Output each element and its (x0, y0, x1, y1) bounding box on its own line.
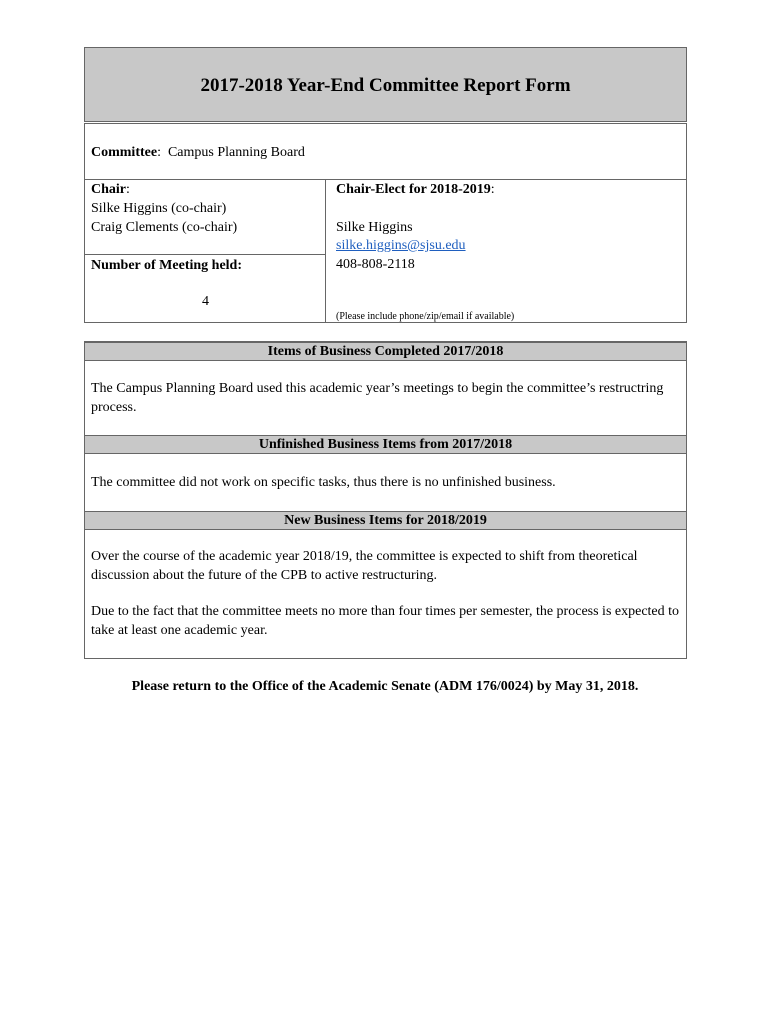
section-text-completed: The Campus Planning Board used this academic year’s meetings to begin the committee’s restructring process. (91, 381, 664, 415)
meetings-label: Number of Meeting held: (91, 258, 242, 273)
chair-elect-heading (336, 181, 495, 199)
form-header (84, 47, 687, 122)
section-text-unfinished: The committee did not work on specific tasks, thus there is no unfinished business. (91, 475, 556, 490)
form-title: 2017-2018 Year-End Committee Report Form (200, 75, 571, 96)
meetings-value: 4 (202, 294, 209, 309)
chair-colon: : (126, 182, 130, 197)
row-divider (85, 179, 686, 180)
chair-elect-name: Silke Higgins (336, 220, 413, 235)
chair-name-1: Silke Higgins (co-chair) (91, 201, 227, 216)
chair-name-2: Craig Clements (co-chair) (91, 220, 238, 235)
committee-value: Campus Planning Board (167, 145, 305, 160)
chair-divider (85, 254, 325, 255)
chair-label: Chair (91, 182, 126, 197)
contact-note: (Please include phone/zip/email if available) (336, 311, 515, 322)
section-text-new-1: Over the course of the academic year 2018/19, the committee is expected to shift from theoretical discussion about the future of the CPB to active restructuring. (91, 549, 638, 583)
section-heading-completed: Items of Business Completed 2017/2018 (85, 342, 686, 361)
section-heading-new: New Business Items for 2018/2019 (85, 511, 686, 530)
return-instructions: Please return to the Office of the Academic Senate (ADM 176/0024) by May 31, 2018. (131, 679, 639, 694)
section-heading-unfinished: Unfinished Business Items from 2017/2018 (85, 435, 686, 454)
committee-row (91, 144, 305, 162)
chair-elect-phone: 408-808-2118 (336, 257, 415, 272)
committee-info-box (84, 123, 687, 323)
committee-label: Committee (91, 145, 158, 160)
chair-elect-colon: : (490, 182, 495, 197)
section-text-new-2: Due to the fact that the committee meets no more than four times per semester, the process is expected to take at least one academic year. (91, 604, 680, 638)
business-sections-box (84, 341, 687, 659)
column-divider (325, 179, 326, 322)
chair-elect-label: Chair-Elect for 2018-2019 (336, 182, 491, 197)
chair-heading (91, 181, 130, 199)
chair-elect-email-link[interactable]: silke.higgins@sjsu.edu (336, 238, 466, 253)
committee-colon: : (157, 145, 161, 160)
